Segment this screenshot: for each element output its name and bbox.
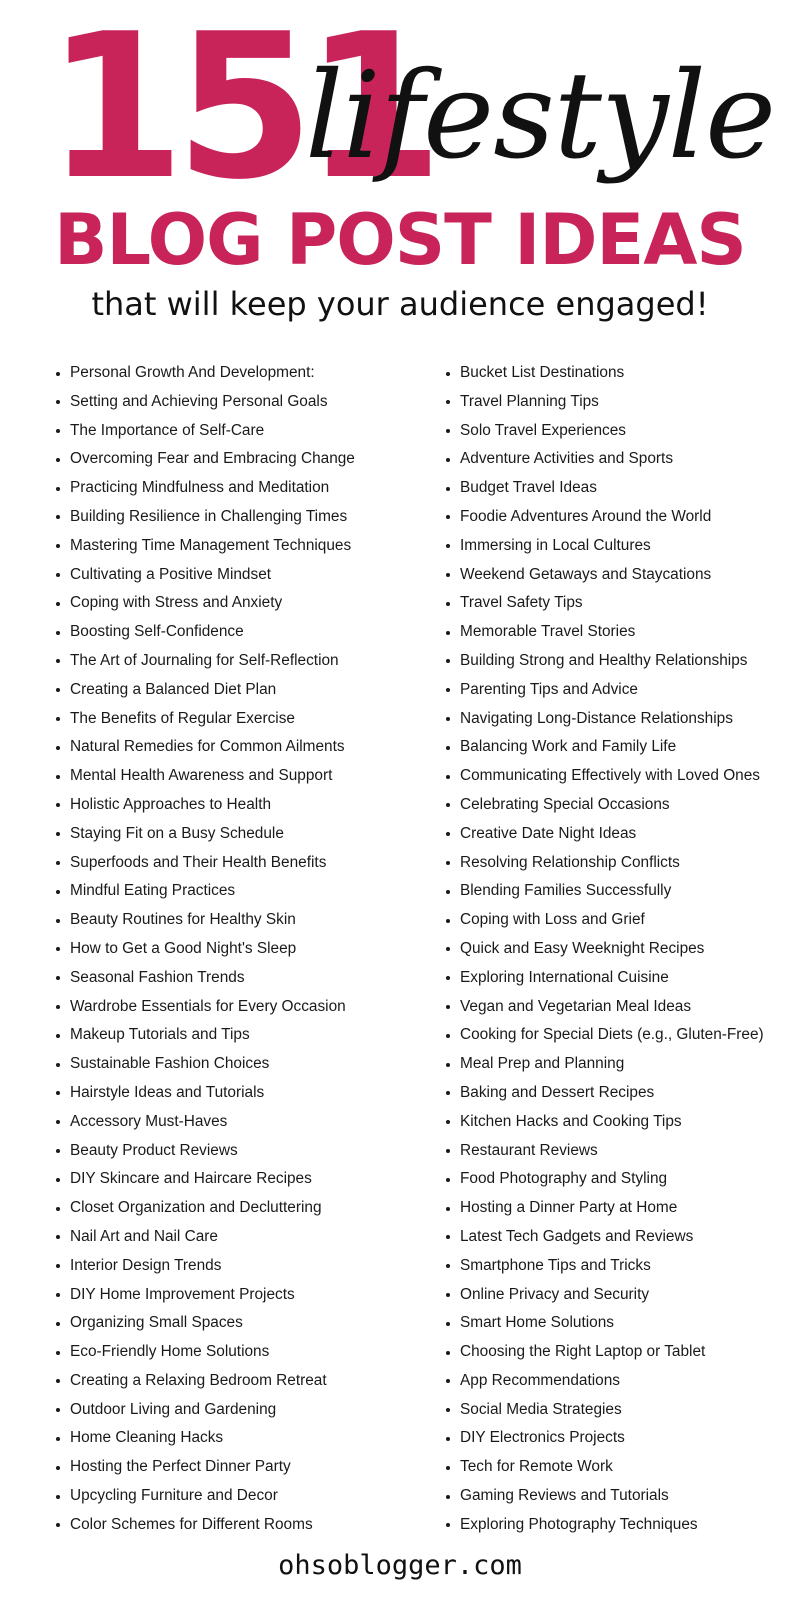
list-item: Creating a Relaxing Bedroom Retreat — [56, 1367, 426, 1396]
list-item: Closet Organization and Decluttering — [56, 1194, 426, 1223]
list-item: Mindful Eating Practices — [56, 877, 426, 906]
list-item: Sustainable Fashion Choices — [56, 1050, 426, 1079]
list-item: The Importance of Self-Care — [56, 417, 426, 446]
list-item: Boosting Self-Confidence — [56, 618, 426, 647]
list-item: Beauty Routines for Healthy Skin — [56, 906, 426, 935]
list-item: Upcycling Furniture and Decor — [56, 1482, 426, 1511]
list-item: Exploring International Cuisine — [446, 964, 800, 993]
list-item: Immersing in Local Cultures — [446, 532, 800, 561]
list-item: Food Photography and Styling — [446, 1165, 800, 1194]
list-item: Mastering Time Management Techniques — [56, 532, 426, 561]
list-item: Foodie Adventures Around the World — [446, 503, 800, 532]
list-item: Organizing Small Spaces — [56, 1309, 426, 1338]
list-item: Quick and Easy Weeknight Recipes — [446, 935, 800, 964]
list-item: Color Schemes for Different Rooms — [56, 1511, 426, 1540]
list-item: Outdoor Living and Gardening — [56, 1396, 426, 1425]
list-item: Smartphone Tips and Tricks — [446, 1252, 800, 1281]
list-item: Budget Travel Ideas — [446, 474, 800, 503]
list-item: Social Media Strategies — [446, 1396, 800, 1425]
list-item: Makeup Tutorials and Tips — [56, 1021, 426, 1050]
list-item: Mental Health Awareness and Support — [56, 762, 426, 791]
list-item: Latest Tech Gadgets and Reviews — [446, 1223, 800, 1252]
list-item: Navigating Long-Distance Relationships — [446, 705, 800, 734]
list-item: The Art of Journaling for Self-Reflection — [56, 647, 426, 676]
list-item: Interior Design Trends — [56, 1252, 426, 1281]
left-idea-list — [56, 359, 426, 1540]
list-item: Adventure Activities and Sports — [446, 445, 800, 474]
list-item: Home Cleaning Hacks — [56, 1424, 426, 1453]
list-item: Hosting a Dinner Party at Home — [446, 1194, 800, 1223]
list-item: Cooking for Special Diets (e.g., Gluten-Free) — [446, 1021, 800, 1050]
list-item: Hosting the Perfect Dinner Party — [56, 1453, 426, 1482]
list-item: Bucket List Destinations — [446, 359, 800, 388]
list-item: Communicating Effectively with Loved Ones — [446, 762, 800, 791]
list-item: Natural Remedies for Common Ailments — [56, 733, 426, 762]
list-item: Balancing Work and Family Life — [446, 733, 800, 762]
list-item: Parenting Tips and Advice — [446, 676, 800, 705]
list-item: DIY Skincare and Haircare Recipes — [56, 1165, 426, 1194]
list-item: Staying Fit on a Busy Schedule — [56, 820, 426, 849]
list-item: Creative Date Night Ideas — [446, 820, 800, 849]
list-item: Smart Home Solutions — [446, 1309, 800, 1338]
ideas-lists — [0, 359, 800, 1544]
list-item: Creating a Balanced Diet Plan — [56, 676, 426, 705]
header — [0, 0, 800, 345]
list-item: Meal Prep and Planning — [446, 1050, 800, 1079]
list-item: Nail Art and Nail Care — [56, 1223, 426, 1252]
list-item: Vegan and Vegetarian Meal Ideas — [446, 993, 800, 1022]
list-item: Wardrobe Essentials for Every Occasion — [56, 993, 426, 1022]
list-item: Travel Safety Tips — [446, 589, 800, 618]
list-item: Accessory Must-Haves — [56, 1108, 426, 1137]
list-item: Weekend Getaways and Staycations — [446, 561, 800, 590]
list-item: Cultivating a Positive Mindset — [56, 561, 426, 590]
list-item: Baking and Dessert Recipes — [446, 1079, 800, 1108]
list-item: Exploring Photography Techniques — [446, 1511, 800, 1540]
list-item: Restaurant Reviews — [446, 1137, 800, 1166]
list-item: Tech for Remote Work — [446, 1453, 800, 1482]
right-idea-list — [446, 359, 800, 1540]
list-item: Personal Growth And Development: — [56, 359, 426, 388]
list-item: Coping with Stress and Anxiety — [56, 589, 426, 618]
list-item: Gaming Reviews and Tutorials — [446, 1482, 800, 1511]
footer-site: ohsoblogger.com — [278, 1550, 522, 1581]
list-item: Beauty Product Reviews — [56, 1137, 426, 1166]
list-item: Resolving Relationship Conflicts — [446, 849, 800, 878]
list-item: Setting and Achieving Personal Goals — [56, 388, 426, 417]
list-item: The Benefits of Regular Exercise — [56, 705, 426, 734]
list-item: Solo Travel Experiences — [446, 417, 800, 446]
list-item: Superfoods and Their Health Benefits — [56, 849, 426, 878]
list-item: Building Resilience in Challenging Times — [56, 503, 426, 532]
list-item: Kitchen Hacks and Cooking Tips — [446, 1108, 800, 1137]
list-item: Hairstyle Ideas and Tutorials — [56, 1079, 426, 1108]
list-item: DIY Electronics Projects — [446, 1424, 800, 1453]
list-item: Choosing the Right Laptop or Tablet — [446, 1338, 800, 1367]
list-item: Overcoming Fear and Embracing Change — [56, 445, 426, 474]
list-item: Celebrating Special Occasions — [446, 791, 800, 820]
list-item: Memorable Travel Stories — [446, 618, 800, 647]
list-item: Eco-Friendly Home Solutions — [56, 1338, 426, 1367]
title-script-word: lifestyle — [305, 47, 776, 186]
list-item: DIY Home Improvement Projects — [56, 1281, 426, 1310]
list-item: Building Strong and Healthy Relationships — [446, 647, 800, 676]
headline: BLOG POST IDEAS — [54, 199, 746, 281]
list-item: Travel Planning Tips — [446, 388, 800, 417]
list-item: Coping with Loss and Grief — [446, 906, 800, 935]
list-item: Holistic Approaches to Health — [56, 791, 426, 820]
list-item: Online Privacy and Security — [446, 1281, 800, 1310]
title-number: 151 — [46, 0, 434, 224]
list-item: App Recommendations — [446, 1367, 800, 1396]
list-item: How to Get a Good Night's Sleep — [56, 935, 426, 964]
subtitle: that will keep your audience engaged! — [91, 285, 709, 323]
list-item: Blending Families Successfully — [446, 877, 800, 906]
list-item: Seasonal Fashion Trends — [56, 964, 426, 993]
list-item: Practicing Mindfulness and Meditation — [56, 474, 426, 503]
